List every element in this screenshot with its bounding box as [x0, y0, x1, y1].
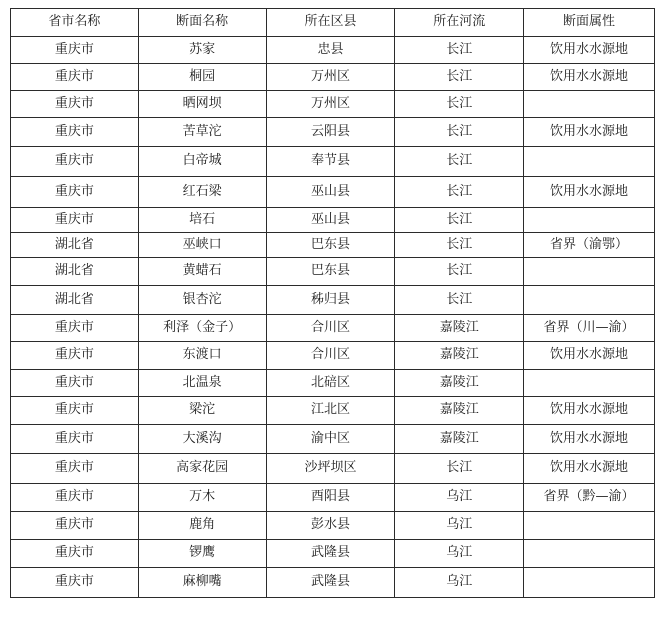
- section-name-cell: 苏家: [138, 37, 266, 64]
- river-cell: 长江: [395, 147, 524, 177]
- section-name-cell: 东渡口: [138, 342, 266, 370]
- river-cell: 长江: [395, 91, 524, 118]
- attribute-cell: 饮用水水源地: [524, 37, 655, 64]
- attribute-cell: 饮用水水源地: [524, 118, 655, 147]
- district-cell: 巴东县: [266, 258, 395, 286]
- river-cell: 长江: [395, 177, 524, 208]
- river-cell: 乌江: [395, 540, 524, 568]
- section-name-cell: 万木: [138, 484, 266, 512]
- table-row: [11, 425, 655, 454]
- district-cell: 沙坪坝区: [266, 454, 395, 484]
- table-row: [11, 233, 655, 258]
- province-cell: 重庆市: [11, 397, 139, 425]
- table-row: [11, 512, 655, 540]
- district-cell: 北碚区: [266, 370, 395, 397]
- attribute-cell: 饮用水水源地: [524, 177, 655, 208]
- table-row: [11, 315, 655, 342]
- section-name-cell: 利泽（金子）: [138, 315, 266, 342]
- river-cell: 嘉陵江: [395, 397, 524, 425]
- river-cell: 长江: [395, 64, 524, 91]
- district-cell: 江北区: [266, 397, 395, 425]
- attribute-cell: [524, 147, 655, 177]
- river-cell: 嘉陵江: [395, 370, 524, 397]
- table-row: [11, 64, 655, 91]
- attribute-cell: [524, 208, 655, 233]
- section-name-cell: 北温泉: [138, 370, 266, 397]
- section-name-cell: 培石: [138, 208, 266, 233]
- header-row: [11, 9, 655, 37]
- province-cell: 湖北省: [11, 233, 139, 258]
- table-row: [11, 397, 655, 425]
- river-cell: 长江: [395, 233, 524, 258]
- district-cell: 巴东县: [266, 233, 395, 258]
- province-cell: 重庆市: [11, 540, 139, 568]
- province-cell: 重庆市: [11, 208, 139, 233]
- section-name-cell: 红石梁: [138, 177, 266, 208]
- section-name-cell: 桐园: [138, 64, 266, 91]
- header-province: 省市名称: [11, 9, 139, 37]
- attribute-cell: [524, 512, 655, 540]
- table-row: [11, 286, 655, 315]
- river-cell: 乌江: [395, 484, 524, 512]
- district-cell: 渝中区: [266, 425, 395, 454]
- river-cell: 乌江: [395, 568, 524, 598]
- river-cell: 长江: [395, 208, 524, 233]
- river-cell: 长江: [395, 286, 524, 315]
- table-row: [11, 177, 655, 208]
- river-cell: 乌江: [395, 512, 524, 540]
- attribute-cell: [524, 258, 655, 286]
- province-cell: 重庆市: [11, 425, 139, 454]
- attribute-cell: 饮用水水源地: [524, 342, 655, 370]
- table-row: [11, 568, 655, 598]
- province-cell: 重庆市: [11, 37, 139, 64]
- river-cell: 嘉陵江: [395, 315, 524, 342]
- section-name-cell: 晒网坝: [138, 91, 266, 118]
- district-cell: 合川区: [266, 315, 395, 342]
- section-name-cell: 锣鹰: [138, 540, 266, 568]
- province-cell: 重庆市: [11, 512, 139, 540]
- section-name-cell: 大溪沟: [138, 425, 266, 454]
- province-cell: 重庆市: [11, 91, 139, 118]
- district-cell: 秭归县: [266, 286, 395, 315]
- attribute-cell: 省界（黔—渝）: [524, 484, 655, 512]
- attribute-cell: [524, 568, 655, 598]
- river-cell: 嘉陵江: [395, 425, 524, 454]
- attribute-cell: 饮用水水源地: [524, 397, 655, 425]
- district-cell: 合川区: [266, 342, 395, 370]
- attribute-cell: 饮用水水源地: [524, 425, 655, 454]
- river-cell: 长江: [395, 118, 524, 147]
- attribute-cell: [524, 540, 655, 568]
- table-row: [11, 37, 655, 64]
- attribute-cell: 饮用水水源地: [524, 64, 655, 91]
- province-cell: 重庆市: [11, 568, 139, 598]
- province-cell: 重庆市: [11, 315, 139, 342]
- province-cell: 重庆市: [11, 454, 139, 484]
- section-name-cell: 苦草沱: [138, 118, 266, 147]
- table-row: [11, 208, 655, 233]
- district-cell: 武隆县: [266, 568, 395, 598]
- province-cell: 重庆市: [11, 147, 139, 177]
- province-cell: 重庆市: [11, 177, 139, 208]
- district-cell: 云阳县: [266, 118, 395, 147]
- district-cell: 巫山县: [266, 177, 395, 208]
- province-cell: 重庆市: [11, 64, 139, 91]
- district-cell: 万州区: [266, 64, 395, 91]
- attribute-cell: [524, 370, 655, 397]
- table-row: [11, 540, 655, 568]
- attribute-cell: 饮用水水源地: [524, 454, 655, 484]
- river-cell: 长江: [395, 37, 524, 64]
- province-cell: 重庆市: [11, 118, 139, 147]
- table-row: [11, 370, 655, 397]
- river-cell: 长江: [395, 258, 524, 286]
- header-district: 所在区县: [266, 9, 395, 37]
- header-river: 所在河流: [395, 9, 524, 37]
- section-name-cell: 白帝城: [138, 147, 266, 177]
- section-name-cell: 梁沱: [138, 397, 266, 425]
- header-section-name: 断面名称: [138, 9, 266, 37]
- province-cell: 重庆市: [11, 484, 139, 512]
- table-row: [11, 484, 655, 512]
- attribute-cell: 省界（渝鄂）: [524, 233, 655, 258]
- table-row: [11, 342, 655, 370]
- table-row: [11, 454, 655, 484]
- table-row: [11, 118, 655, 147]
- section-name-cell: 巫峡口: [138, 233, 266, 258]
- district-cell: 奉节县: [266, 147, 395, 177]
- section-name-cell: 麻柳嘴: [138, 568, 266, 598]
- district-cell: 巫山县: [266, 208, 395, 233]
- table-row: [11, 258, 655, 286]
- table-row: [11, 91, 655, 118]
- attribute-cell: [524, 91, 655, 118]
- header-section-attribute: 断面属性: [524, 9, 655, 37]
- river-cell: 嘉陵江: [395, 342, 524, 370]
- province-cell: 湖北省: [11, 258, 139, 286]
- attribute-cell: 省界（川—渝）: [524, 315, 655, 342]
- table-row: [11, 147, 655, 177]
- table-body: [11, 37, 655, 598]
- district-cell: 忠县: [266, 37, 395, 64]
- province-cell: 重庆市: [11, 342, 139, 370]
- attribute-cell: [524, 286, 655, 315]
- district-cell: 酉阳县: [266, 484, 395, 512]
- section-name-cell: 鹿角: [138, 512, 266, 540]
- province-cell: 重庆市: [11, 370, 139, 397]
- section-name-cell: 高家花园: [138, 454, 266, 484]
- province-cell: 湖北省: [11, 286, 139, 315]
- district-cell: 万州区: [266, 91, 395, 118]
- monitoring-sections-table: [10, 8, 655, 598]
- district-cell: 彭水县: [266, 512, 395, 540]
- river-cell: 长江: [395, 454, 524, 484]
- section-name-cell: 银杏沱: [138, 286, 266, 315]
- district-cell: 武隆县: [266, 540, 395, 568]
- section-name-cell: 黄蜡石: [138, 258, 266, 286]
